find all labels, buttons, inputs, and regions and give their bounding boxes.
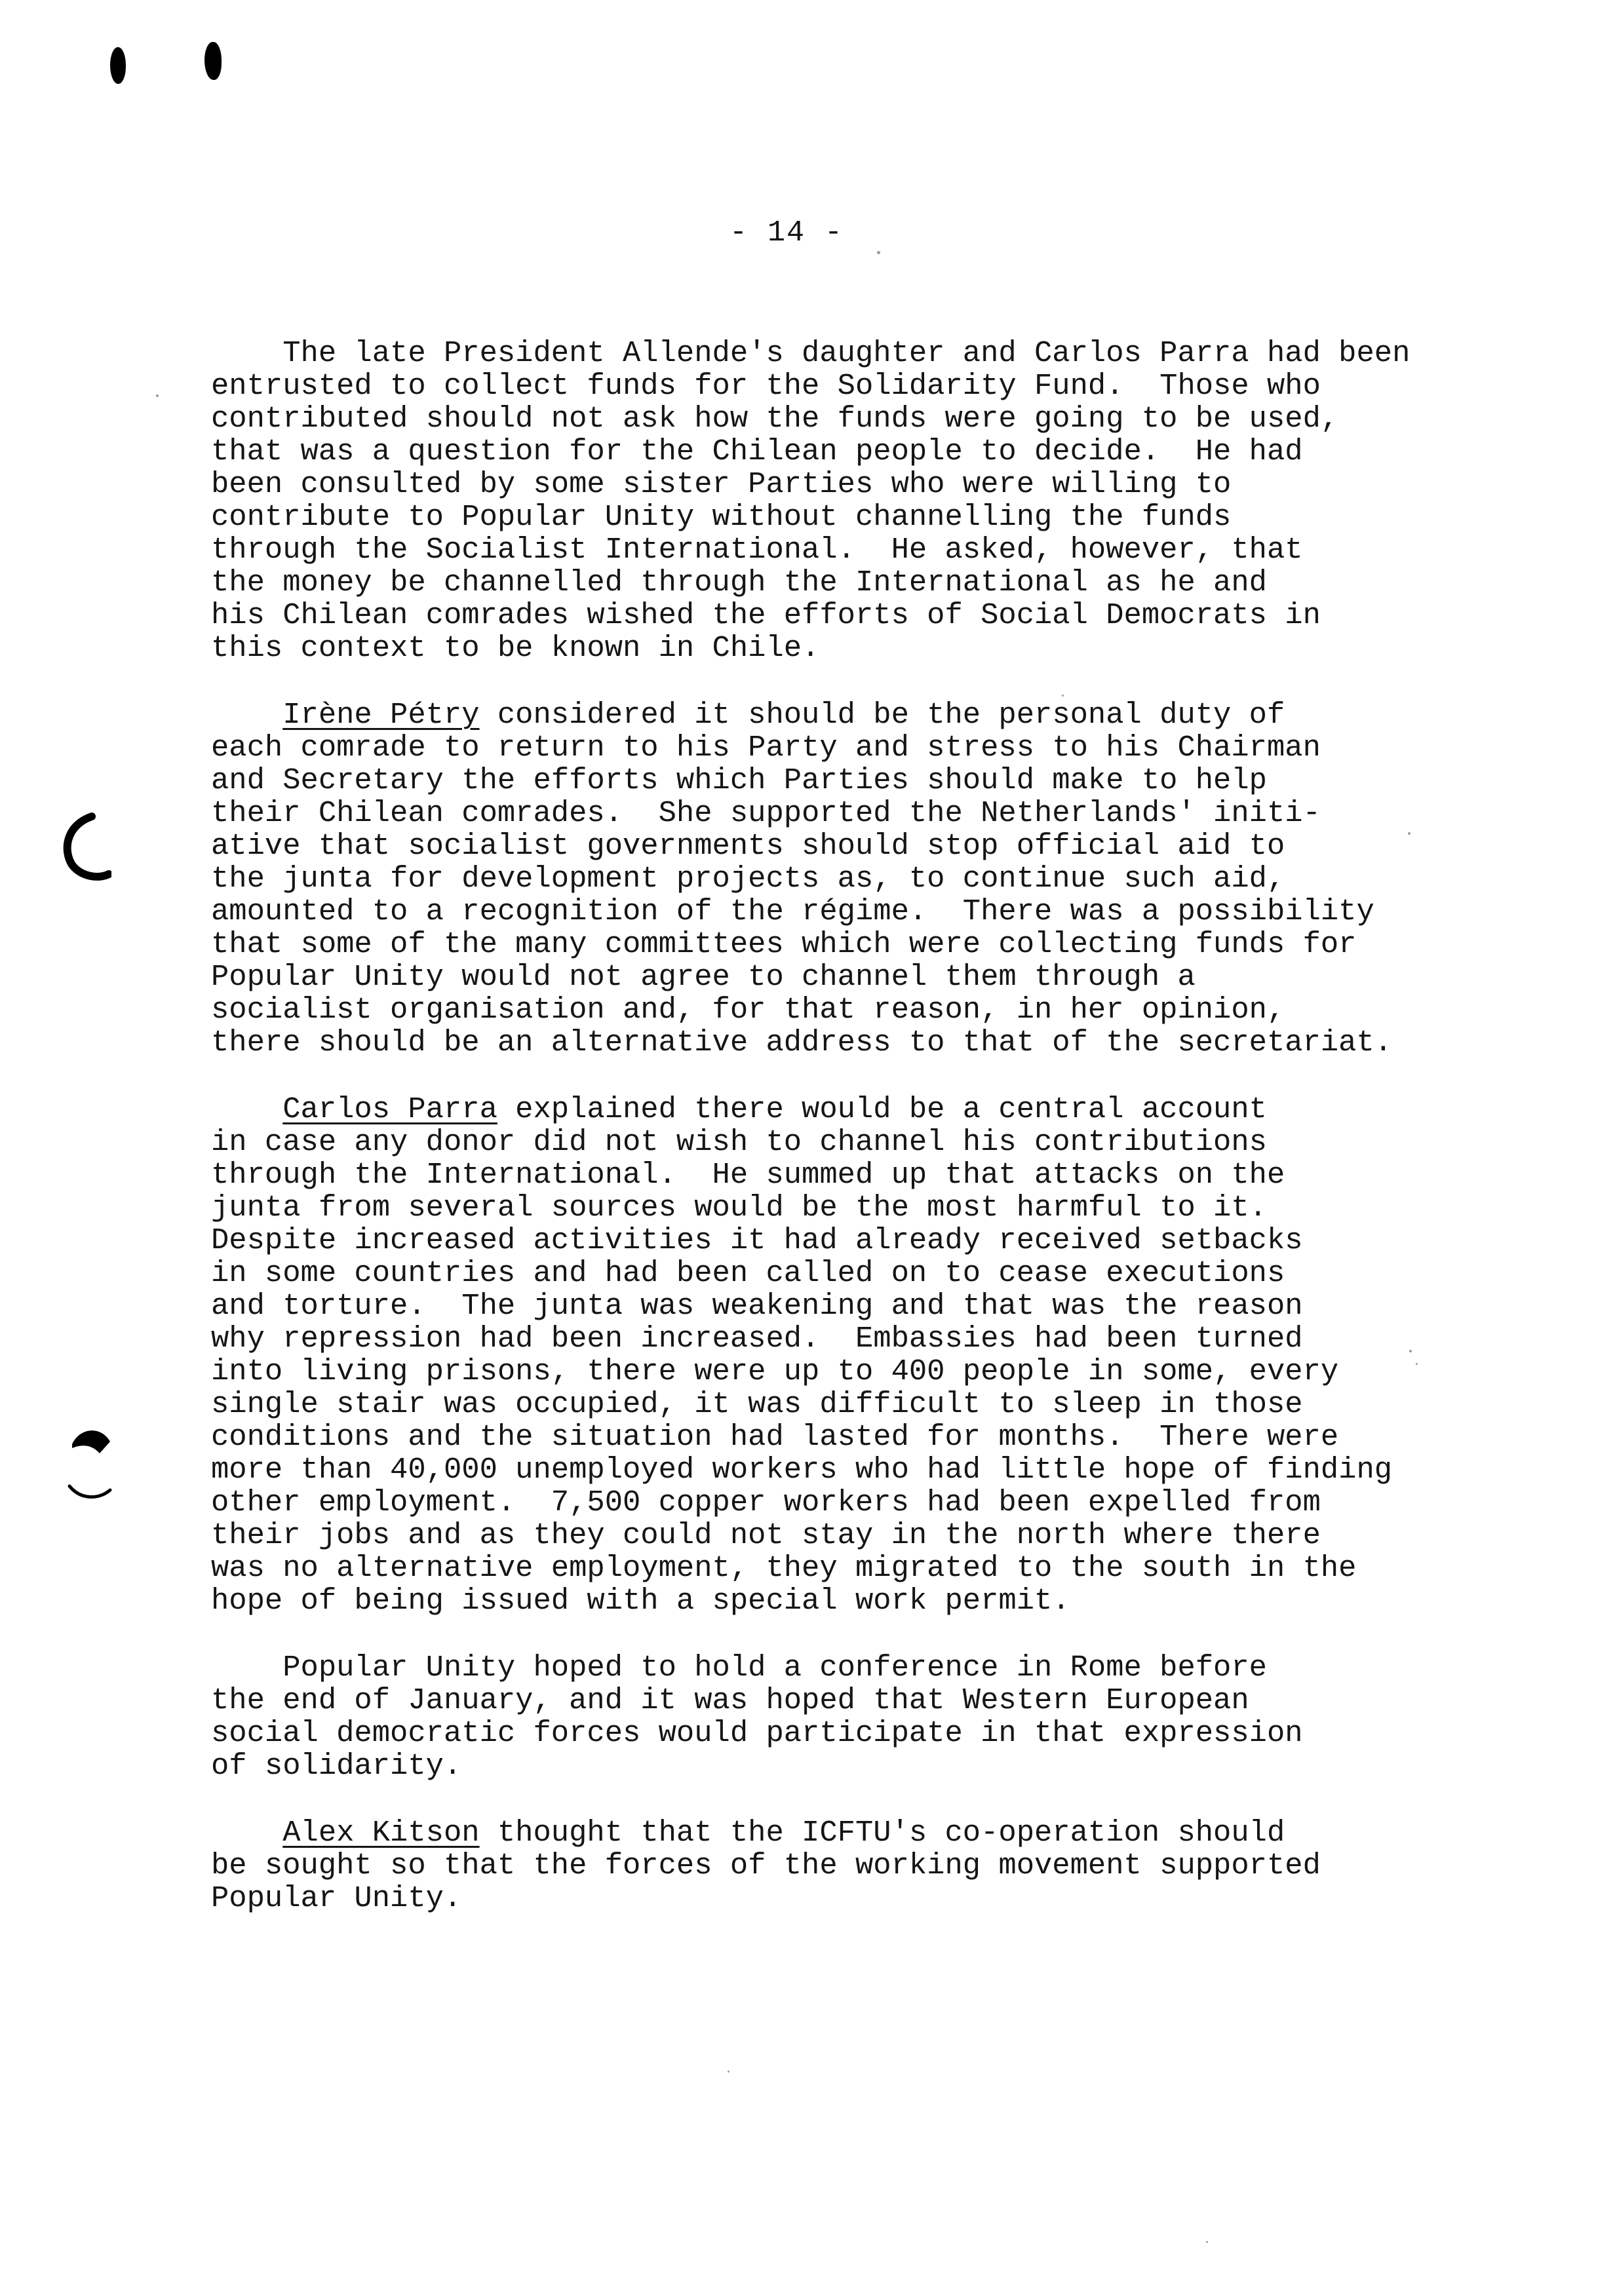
text-line: of solidarity.: [211, 1749, 462, 1783]
text-line-rest: thought that the ICFTU's co-operation should: [479, 1816, 1285, 1850]
minutes-body: [211, 337, 1587, 1949]
text-line: their jobs and as they could not stay in the north where there: [211, 1518, 1321, 1552]
page-number: - 14 -: [729, 216, 844, 250]
text-line: their Chilean comrades. She supported the Netherlands' initi-: [211, 796, 1321, 830]
text-line: through the Socialist International. He asked, however, that: [211, 533, 1303, 567]
text-line: entrusted to collect funds for the Solidarity Fund. Those who: [211, 369, 1321, 403]
text-line: in case any donor did not wish to channel his contributions: [211, 1125, 1267, 1159]
text-line: Popular Unity.: [211, 1881, 462, 1915]
binder-clip-mark-upper: [52, 811, 111, 883]
text-line: was no alternative employment, they migrated to the south in the: [211, 1551, 1357, 1585]
text-line: socialist organisation and, for that reason, in her opinion,: [211, 993, 1285, 1027]
speaker-name: Alex Kitson: [282, 1816, 480, 1850]
text-line: Despite increased activities it had already received setbacks: [211, 1223, 1303, 1257]
paragraph-rome-conference: [211, 1651, 1587, 1782]
text-line: [211, 1093, 1587, 1126]
text-line: conditions and the situation had lasted for months. There were: [211, 1420, 1339, 1454]
text-line: that was a question for the Chilean people to decide. He had: [211, 434, 1303, 469]
text-line-rest: considered it should be the personal duty of: [479, 698, 1285, 732]
text-line: the money be channelled through the International as he and: [211, 565, 1267, 600]
text-line: ative that socialist governments should stop official aid to: [211, 829, 1285, 863]
text-line: the end of January, and it was hoped that Western European: [211, 1683, 1249, 1717]
text-line: through the International. He summed up that attacks on the: [211, 1158, 1285, 1192]
text-line: more than 40,000 unemployed workers who had little hope of finding: [211, 1453, 1393, 1487]
text-line: contributed should not ask how the funds were going to be used,: [211, 402, 1339, 436]
text-line: social democratic forces would participate in that expression: [211, 1716, 1303, 1750]
punch-hole-right: [204, 42, 222, 80]
text-line: and torture. The junta was weakening and that was the reason: [211, 1289, 1303, 1323]
text-line: be sought so that the forces of the working movement supported: [211, 1848, 1321, 1883]
text-line: hope of being issued with a special work permit.: [211, 1584, 1070, 1618]
text-line: the junta for development projects as, to continue such aid,: [211, 862, 1285, 896]
text-line: amounted to a recognition of the régime. There was a possibility: [211, 894, 1374, 928]
text-line: Popular Unity hoped to hold a conference in Rome before: [211, 1651, 1267, 1685]
text-line: why repression had been increased. Embassies had been turned: [211, 1322, 1303, 1356]
text-line: other employment. 7,500 copper workers had been expelled from: [211, 1485, 1321, 1520]
text-line: been consulted by some sister Parties who were willing to: [211, 467, 1232, 501]
text-line: that some of the many committees which were collecting funds for: [211, 927, 1357, 961]
speaker-name: Irène Pétry: [282, 698, 480, 732]
binder-clip-mark-lower: [62, 1422, 114, 1507]
paragraph-irene-petry: [211, 698, 1587, 1059]
text-line: there should be an alternative address to that of the secretariat.: [211, 1025, 1393, 1060]
text-line: single stair was occupied, it was difficult to sleep in those: [211, 1387, 1303, 1421]
text-line-rest: explained there would be a central account: [497, 1092, 1267, 1126]
paragraph-carlos-parra: [211, 1093, 1587, 1617]
text-line: The late President Allende's daughter and Carlos Parra had been: [211, 336, 1411, 370]
speaker-name: Carlos Parra: [282, 1092, 497, 1126]
paragraph-alex-kitson: [211, 1816, 1587, 1915]
paragraph-solidarity-fund: [211, 337, 1587, 664]
text-line: in some countries and had been called on to cease executions: [211, 1256, 1285, 1290]
text-line: his Chilean comrades wished the efforts of Social Democrats in: [211, 598, 1321, 632]
text-line: Popular Unity would not agree to channel them through a: [211, 960, 1196, 994]
text-line: [211, 698, 1587, 731]
text-line: [211, 1816, 1587, 1849]
text-line: and Secretary the efforts which Parties should make to help: [211, 763, 1267, 797]
text-line: into living prisons, there were up to 400 people in some, every: [211, 1354, 1339, 1388]
text-line: each comrade to return to his Party and stress to his Chairman: [211, 731, 1321, 765]
punch-hole-left: [110, 47, 126, 84]
text-line: this context to be known in Chile.: [211, 631, 820, 665]
text-line: contribute to Popular Unity without channelling the funds: [211, 500, 1232, 534]
text-line: junta from several sources would be the most harmful to it.: [211, 1191, 1267, 1225]
